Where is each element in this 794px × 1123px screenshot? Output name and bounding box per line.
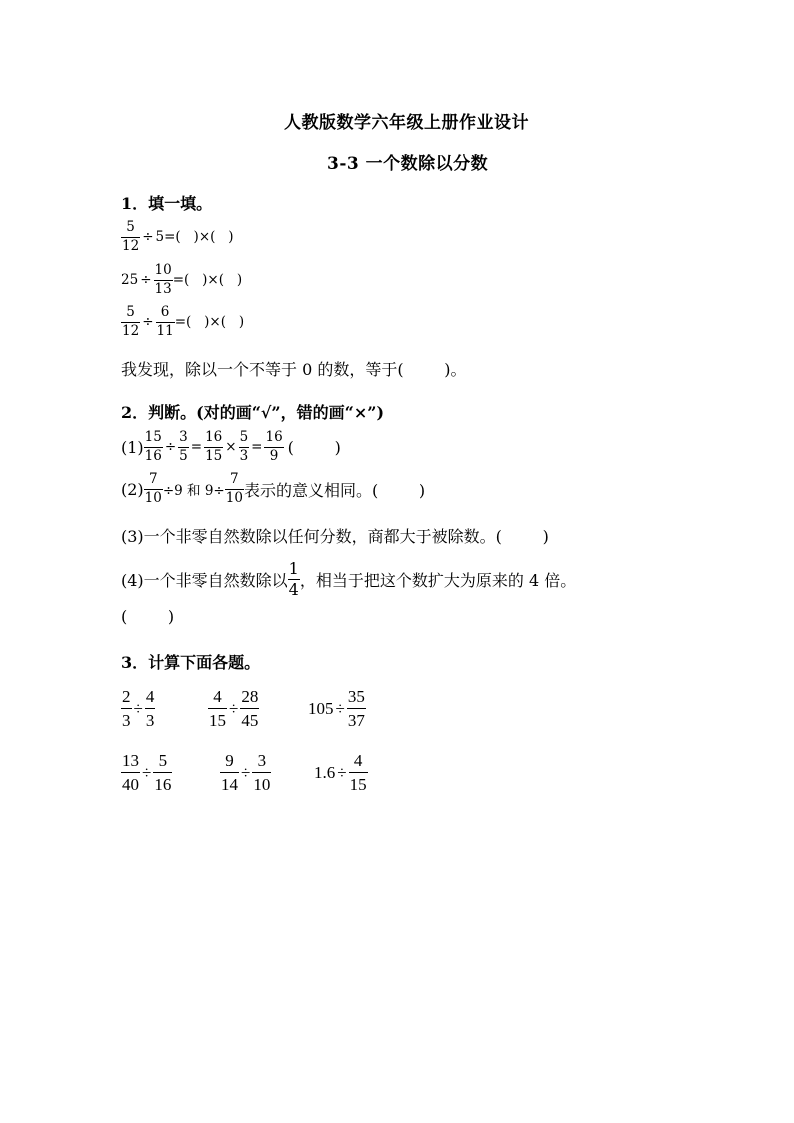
judge-item-4: (4)一个非零自然数除以 $\frac{1}{4}$ ，相当于把这个数扩大为原来的 4 倍。 (121, 559, 577, 599)
fraction: $\frac{5}{12}$ (122, 304, 140, 339)
fraction: $\frac{13}{40}$ (122, 751, 139, 794)
fraction: $\frac{28}{45}$ (241, 687, 259, 730)
judge-item-2: (2) $\frac{7}{10}$ ÷9 和 9÷ $\frac{7}{10}$ 表示的意义相同。( ) (121, 471, 426, 506)
fraction: $\frac{1}{4}$ (288, 559, 299, 599)
fraction: $\frac{10}{13}$ (154, 262, 172, 297)
fraction: $\frac{5}{12}$ (122, 219, 140, 254)
section-1-conclusion: 我发现，除以一个不等于 0 的数，等于( )。 (121, 360, 467, 379)
calc-problem-1: $\frac{2}{3}$ ÷ $\frac{4}{3}$ (122, 687, 155, 730)
fraction: $\frac{16}{9}$ (265, 429, 283, 464)
answer-blank: ( ) (287, 437, 341, 457)
calc-problem-3: 105 ÷ $\frac{35}{37}$ (308, 687, 365, 730)
fraction: $\frac{9}{14}$ (221, 751, 238, 794)
calc-problem-4: $\frac{13}{40}$ ÷ $\frac{5}{16}$ (122, 751, 172, 794)
fraction: $\frac{3}{5}$ (179, 429, 188, 464)
fraction: $\frac{3}{10}$ (253, 751, 271, 794)
blank-product: =( )×( ) (174, 314, 245, 330)
document-title: 人教版数学六年级上册作业设计 (284, 113, 529, 133)
fraction: $\frac{35}{37}$ (347, 687, 365, 730)
document-subtitle: 3-3 一个数除以分数 (327, 154, 489, 174)
judge-item-1: (1) $\frac{15}{16}$ ÷ $\frac{3}{5}$ = $\frac{16}{15}$ × $\frac{5}{3}$ = $\frac{16}{9}$ ( ) (121, 429, 341, 464)
fraction: $\frac{5}{3}$ (239, 429, 249, 464)
fraction: $\frac{2}{3}$ (122, 687, 131, 730)
calc-problem-5: $\frac{9}{14}$ ÷ $\frac{3}{10}$ (221, 751, 271, 794)
fraction: $\frac{5}{16}$ (154, 751, 172, 794)
fraction: $\frac{15}{16}$ (144, 429, 162, 464)
calc-problem-6: 1.6 ÷ $\frac{4}{15}$ (314, 751, 367, 794)
fill-line-2: 25 ÷ $\frac{10}{13}$ =( )×( ) (121, 262, 243, 297)
section-2-heading: 2．判断。(对的画“√”，错的画“×”) (121, 403, 385, 422)
fraction: $\frac{7}{10}$ (225, 471, 243, 506)
fill-line-3: $\frac{5}{12}$ ÷ $\frac{6}{11}$ =( )×( ) (122, 304, 245, 339)
fraction: $\frac{16}{15}$ (205, 429, 223, 464)
judge-item-3: (3)一个非零自然数除以任何分数，商都大于被除数。( ) (121, 527, 549, 546)
fraction: $\frac{4}{3}$ (145, 687, 155, 730)
answer-blank: ( ) (121, 607, 175, 626)
section-1-heading: 1．填一填。 (121, 194, 213, 213)
fraction: $\frac{7}{10}$ (144, 471, 162, 506)
calc-problem-2: $\frac{4}{15}$ ÷ $\frac{28}{45}$ (209, 687, 259, 730)
fraction: $\frac{4}{15}$ (209, 687, 226, 730)
blank-product: =( )×( ) (164, 229, 234, 245)
fraction: $\frac{4}{15}$ (349, 751, 367, 794)
fraction: $\frac{6}{11}$ (156, 304, 174, 339)
section-3-heading: 3．计算下面各题。 (121, 653, 261, 672)
blank-product: =( )×( ) (172, 272, 243, 288)
fill-line-1: $\frac{5}{12}$ ÷ 5 =( )×( ) (122, 219, 234, 254)
